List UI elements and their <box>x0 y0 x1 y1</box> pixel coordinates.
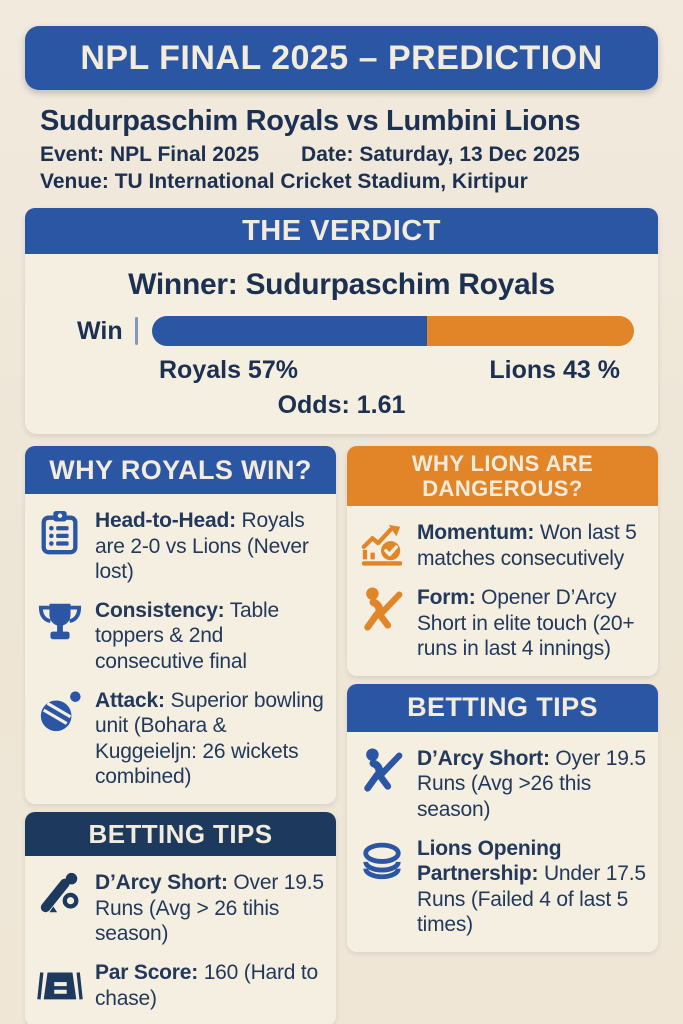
tip-item-par-score <box>37 960 328 1012</box>
verdict-card <box>25 254 658 434</box>
momentum-chart-icon <box>359 521 405 572</box>
win-bar-royals <box>152 316 427 346</box>
verdict-section <box>25 208 658 434</box>
venue-line <box>25 170 658 194</box>
scoreboard-icon <box>37 961 83 1012</box>
why-royals-win-card <box>25 446 336 804</box>
lions-betting-header <box>347 684 658 732</box>
item-body: Superior bowling unit (Bohara & Kuggeieljn: 26 wickets combined) <box>95 688 324 789</box>
lions-betting-card <box>347 684 658 952</box>
winner-text: Winner: Sudurpaschim Royals <box>128 268 555 301</box>
page-title: NPL FINAL 2025 – PREDICTION <box>80 38 603 77</box>
item-body: 160 (Hard to chase) <box>95 960 319 1010</box>
item-body: Royals are 2-0 vs Lions (Never lost) <box>95 509 309 584</box>
verdict-header <box>25 208 658 254</box>
why-lions-dangerous-body <box>347 506 658 676</box>
why-lions-dangerous-header <box>347 446 658 506</box>
percentage-labels <box>159 356 620 385</box>
cricket-ball-icon <box>37 689 83 790</box>
reason-item-consistency <box>37 598 328 675</box>
matchup-title: Sudurpaschim Royals vs Lumbini Lions <box>40 105 581 137</box>
batsman-icon <box>359 586 405 662</box>
lions-betting-body <box>347 732 658 952</box>
item-label: Form: <box>417 586 476 609</box>
item-label: D’Arcy Short: <box>95 871 228 895</box>
event-date-line <box>25 143 658 167</box>
item-label: Attack: <box>95 688 165 712</box>
why-royals-win-heading: WHY ROYALS WIN? <box>49 454 312 485</box>
tip-item-partnership <box>359 836 650 938</box>
why-royals-win-body <box>25 494 336 804</box>
win-probability-row <box>77 316 634 346</box>
item-body: Opener D’Arcy Short in elite touch (20+ runs in last 4 innings) <box>417 586 635 661</box>
win-divider <box>135 317 138 345</box>
win-probability-bar <box>152 316 634 346</box>
win-bar-lions <box>427 316 634 346</box>
reason-item-head-to-head <box>37 508 328 585</box>
win-label: Win <box>77 316 123 345</box>
reason-item-attack <box>37 688 328 790</box>
royals-betting-body <box>25 856 336 1024</box>
title-banner <box>25 26 658 90</box>
why-royals-win-header <box>25 446 336 494</box>
bat-ball-icon <box>37 871 83 947</box>
royals-betting-card <box>25 812 336 1024</box>
reason-item-form <box>359 585 650 662</box>
royals-column <box>25 446 336 1024</box>
lions-betting-heading: BETTING TIPS <box>407 692 598 723</box>
item-label: Consistency: <box>95 598 225 622</box>
item-body: Over 19.5 Runs (Avg > 26 tihis season) <box>95 871 324 946</box>
item-label: Momentum: <box>417 521 535 544</box>
why-lions-dangerous-card <box>347 446 658 676</box>
event-text: Event: NPL Final 2025 <box>40 143 260 166</box>
verdict-heading: THE VERDICT <box>242 214 441 247</box>
royals-betting-heading: BETTING TIPS <box>88 818 273 849</box>
royals-betting-header <box>25 812 336 856</box>
stacked-discs-icon <box>359 837 405 938</box>
item-body: Table toppers & 2nd consecutive final <box>95 598 279 674</box>
item-body: Under 17.5 Runs (Failed 4 of last 5 times) <box>417 862 646 937</box>
lions-percent-label: Lions 43 % <box>489 356 620 384</box>
item-label: Lions Opening Partnership: <box>417 836 562 886</box>
reason-item-momentum <box>359 520 650 572</box>
why-lions-dangerous-heading: WHY LIONS ARE DANGEROUS? <box>411 450 594 501</box>
item-label: Par Score: <box>95 960 199 984</box>
item-label: D’Arcy Short: <box>417 746 550 770</box>
item-body: Won last 5 matches consecutively <box>417 521 637 570</box>
clipboard-icon <box>37 509 83 585</box>
tip-item-darcy-over <box>359 746 650 823</box>
columns <box>25 446 658 1024</box>
item-label: Head-to-Head: <box>95 509 236 532</box>
lions-column <box>347 446 658 952</box>
odds-text: Odds: 1.61 <box>277 391 406 419</box>
item-body: Oyer 19.5 Runs (Avg >26 this season) <box>417 746 646 822</box>
royals-percent-label: Royals 57% <box>159 356 298 384</box>
tip-item-darcy <box>37 870 328 947</box>
batsman-icon <box>359 747 405 823</box>
date-text: Date: Saturday, 13 Dec 2025 <box>301 143 580 166</box>
venue-text: Venue: TU International Cricket Stadium, Kirtipur <box>40 170 528 193</box>
trophy-icon <box>37 599 83 675</box>
